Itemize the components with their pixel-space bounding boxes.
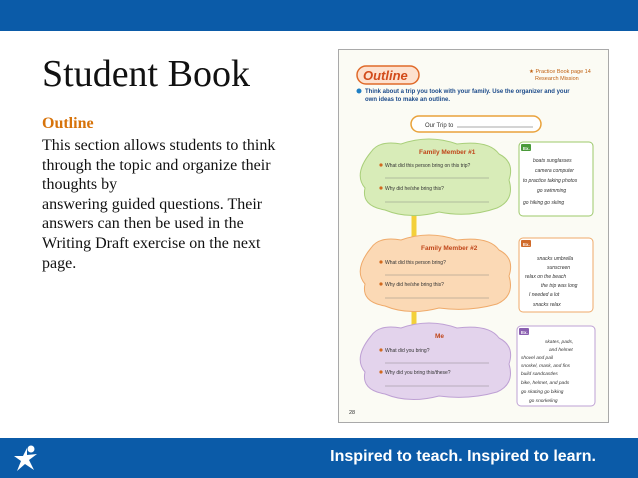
- example-text: bike, helmet, and pads: [521, 381, 570, 386]
- instruction-line: Think about a trip you took with your family. Use the organizer and your: [365, 89, 570, 95]
- star-figure-logo-icon: [10, 443, 40, 473]
- practice-book-note: [529, 68, 591, 82]
- description-line: answers can then be used in the: [42, 215, 244, 233]
- page-number: 28: [349, 410, 356, 416]
- description-line: This section allows students to think: [42, 137, 276, 154]
- example-text: boats sunglasses: [533, 158, 572, 164]
- description-line: thoughts by: [42, 176, 118, 194]
- example-text: shovel and pail: [521, 356, 554, 361]
- example-label: Ex.: [521, 330, 528, 335]
- example-note-2: [519, 238, 593, 312]
- example-text: snacks umbrella: [537, 256, 574, 262]
- description-line: answering guided questions. Their: [42, 195, 263, 213]
- example-text: to practice taking photos: [523, 178, 578, 184]
- section-heading: Outline: [42, 115, 94, 132]
- example-text: go snorkeling: [529, 399, 558, 404]
- question: What did you bring?: [385, 348, 430, 354]
- instruction-bullet-icon: [357, 89, 362, 94]
- example-text: go hiking go skiing: [523, 200, 565, 206]
- me-title: Me: [435, 333, 445, 340]
- family-member-title: Family Member #2: [421, 245, 478, 252]
- question: What did this person bring on this trip?: [385, 163, 471, 169]
- family-member-2-cloud: [360, 235, 510, 312]
- example-text: go skating go biking: [521, 390, 564, 395]
- example-text: camera computer: [535, 168, 574, 174]
- outline-tab: [357, 66, 419, 84]
- example-text: the trip was long: [541, 283, 578, 289]
- question: Why did he/she bring this?: [385, 282, 444, 288]
- slide-title: Student Book: [42, 53, 250, 95]
- practice-note-line: ★ Practice Book page 14: [529, 69, 591, 75]
- question: Why did you bring this/these?: [385, 370, 451, 376]
- example-text: go swimming: [537, 188, 567, 194]
- trip-field: [411, 116, 541, 132]
- student-book-page-image: [338, 49, 609, 423]
- practice-note-line: Research Mission: [535, 76, 579, 82]
- example-text: build sandcastles: [521, 372, 558, 377]
- example-text: snorkel, mask, and fins: [521, 364, 571, 369]
- question: What did this person bring?: [385, 260, 446, 266]
- description-line: page.: [42, 254, 77, 272]
- example-text: sunscreen: [547, 265, 571, 271]
- example-note-3: [517, 326, 595, 406]
- example-text: skates, pads,: [545, 340, 574, 345]
- description-line: Writing Draft exercise on the next: [42, 234, 261, 252]
- top-banner: [0, 0, 638, 31]
- footer-tagline: Inspired to teach. Inspired to learn.: [330, 448, 596, 465]
- trip-label: Our Trip to: [425, 123, 454, 129]
- example-text: relax on the beach: [525, 274, 567, 280]
- question: Why did he/she bring this?: [385, 186, 444, 192]
- example-text: snacks relax: [533, 302, 561, 308]
- example-text: I needed a lot: [529, 292, 560, 298]
- example-text: and helmet: [549, 348, 573, 353]
- example-note-1: [519, 142, 593, 216]
- family-member-title: Family Member #1: [419, 149, 476, 156]
- page-heading: Outline: [363, 68, 408, 83]
- family-member-1-cloud: [360, 139, 510, 216]
- instruction-line: own ideas to make an outline.: [365, 97, 451, 103]
- example-label: Ex.: [523, 146, 530, 151]
- me-cloud: [360, 323, 510, 400]
- example-label: Ex.: [523, 242, 530, 247]
- section-description: [42, 136, 310, 273]
- description-line: through the topic and organize their: [42, 156, 271, 174]
- footer-banner: [0, 438, 638, 478]
